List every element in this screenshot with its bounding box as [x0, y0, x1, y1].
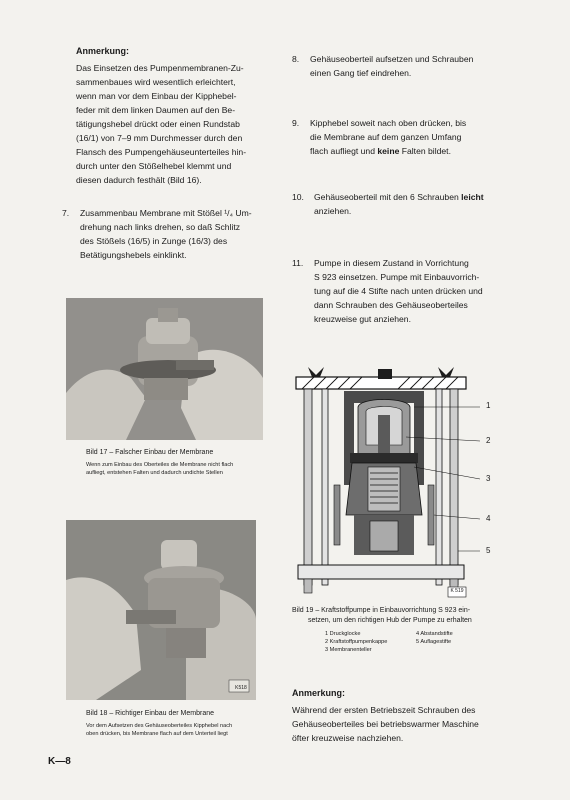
step-7 — [62, 206, 268, 262]
note-line: tätigungshebel drückt oder einen Rundstab — [76, 119, 240, 129]
figure-19-label: 4 — [486, 514, 491, 523]
legend-item: 1 Druckglocke — [325, 631, 361, 637]
legend-item: 2 Kraftstoffpumpenkappe — [325, 639, 388, 645]
step-line: Betätigungshebels einklinkt. — [80, 250, 187, 260]
figure-18-mark: K518 — [235, 685, 247, 691]
figure-19-legend-left — [325, 630, 415, 654]
figure-18-photo — [66, 520, 256, 700]
note-line: öfter kreuzweise nachziehen. — [292, 733, 404, 743]
caption-line: Bild 19 – Kraftstoffpumpe in Einbauvorrichtung S 923 ein- — [292, 607, 471, 614]
step-line: Pumpe in diesem Zustand in Vorrichtung — [314, 258, 469, 268]
text-run: Falten bildet. — [399, 146, 451, 156]
step-number: 10. — [292, 192, 304, 202]
figure-18-title: Bild 18 – Richtiger Einbau der Membrane — [86, 710, 215, 717]
caption-line: Vor dem Aufsetzen des Gehäuseoberteiles Kipphebel nach — [86, 723, 233, 729]
step-line: drehung nach links drehen, so daß Schlitz — [80, 222, 241, 232]
step-8 — [292, 52, 502, 80]
step-line: Zusammenbau Membrane mit Stößel ¹/₄ Um- — [80, 208, 252, 218]
figure-19-label: 5 — [486, 546, 491, 555]
right-note-paragraph — [292, 703, 504, 745]
note-line: durch unter den Stößelhebel klemmt und — [76, 161, 232, 171]
figure-17-photo — [66, 298, 263, 440]
step-line — [310, 144, 502, 158]
text-run: flach aufliegt und — [310, 146, 378, 156]
caption-line: setzen, um den richtigen Hub der Pumpe zu erhalten — [308, 617, 472, 624]
step-line — [314, 190, 502, 204]
step-line: kreuzweise gut anziehen. — [314, 314, 411, 324]
legend-item: 3 Membranenteller — [325, 647, 372, 653]
legend-item: 5 Auflagestifte — [416, 639, 452, 645]
figure-19-caption — [292, 606, 516, 626]
note-line: Das Einsetzen des Pumpenmembranen-Zu- — [76, 63, 244, 73]
step-11 — [292, 256, 502, 326]
figure-17-title: Bild 17 – Falscher Einbau der Membrane — [86, 449, 214, 456]
step-text — [314, 256, 502, 326]
left-note-paragraph — [76, 61, 266, 187]
step-line: einen Gang tief eindrehen. — [310, 68, 412, 78]
step-line: anziehen. — [314, 206, 352, 216]
note-line: Flansch des Pumpengehäuseunterteiles hin- — [76, 147, 247, 157]
step-number: 9. — [292, 118, 300, 128]
note-line: Gehäuseoberteiles bei betriebswarmer Maschine — [292, 719, 479, 729]
page-number: K—8 — [48, 756, 71, 767]
step-line: S 923 einsetzen. Pumpe mit Einbauvorrich- — [314, 272, 480, 282]
caption-line: oben drücken, bis Membrane flach auf dem Unterteil liegt — [86, 731, 228, 737]
step-line: die Membrane auf dem ganzen Umfang — [310, 132, 462, 142]
step-line: des Stößels (16/5) in Zunge (16/3) des — [80, 236, 228, 246]
emphasis: keine — [377, 146, 400, 156]
note-line: Während der ersten Betriebszeit Schrauben des — [292, 705, 476, 715]
left-note-heading: Anmerkung: — [76, 46, 130, 56]
step-number: 8. — [292, 54, 300, 64]
step-line: dann Schrauben des Gehäuseoberteiles — [314, 300, 468, 310]
step-line: Kipphebel soweit nach oben drücken, bis — [310, 118, 467, 128]
step-text — [310, 116, 502, 158]
figure-19-label: 1 — [486, 401, 491, 410]
step-text — [310, 52, 502, 80]
text-run: Gehäuseoberteil mit den 6 Schrauben — [314, 192, 462, 202]
step-line: Gehäuseoberteil aufsetzen und Schrauben — [310, 54, 474, 64]
step-number: 11. — [292, 258, 304, 268]
figure-19-legend-right — [416, 630, 506, 646]
caption-line: aufliegt, entstehen Falten und dadurch undichte Stellen — [86, 470, 223, 476]
step-text — [314, 190, 502, 218]
note-line: wenn man vor dem Einbau der Kipphebel- — [76, 91, 237, 101]
emphasis: leicht — [461, 192, 484, 202]
step-line: tung auf die 4 Stifte nach unten drücken und — [314, 286, 483, 296]
right-note-heading: Anmerkung: — [292, 688, 346, 698]
note-line: feder mit dem linken Daumen auf den Be- — [76, 105, 236, 115]
figure-19-drawing — [294, 355, 524, 601]
note-line: diesen dadurch festhält (Bild 16). — [76, 175, 202, 185]
figure-19-label: 2 — [486, 436, 491, 445]
figure-19-mark: K 519 — [450, 588, 464, 594]
figure-17-caption — [86, 461, 266, 477]
step-text — [80, 206, 268, 262]
note-line: (16/1) von 7–9 mm Durchmesser durch den — [76, 133, 243, 143]
caption-line: Wenn zum Einbau des Oberteiles die Membrane nicht flach — [86, 462, 234, 468]
step-10 — [292, 190, 502, 218]
note-line: sammenbaues wird wesentlich erleichtert, — [76, 77, 236, 87]
step-number: 7. — [62, 208, 70, 218]
figure-19-label: 3 — [486, 474, 491, 483]
figure-18-caption — [86, 722, 266, 738]
legend-item: 4 Abstandstifte — [416, 631, 453, 637]
step-9 — [292, 116, 502, 158]
